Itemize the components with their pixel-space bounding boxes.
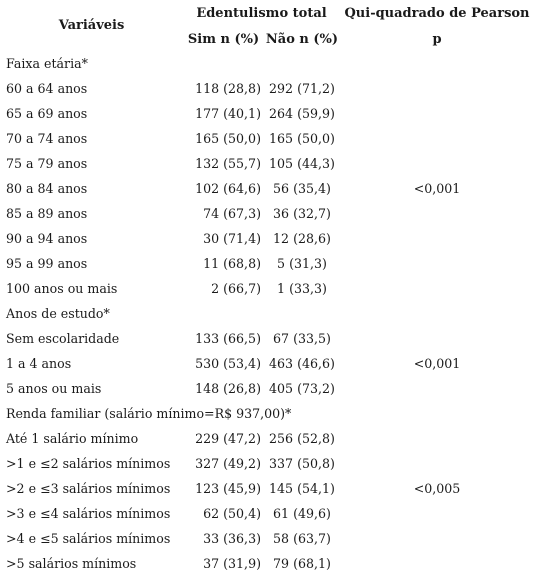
table-row [0,151,534,176]
sim-value: 133 (66,5) [195,331,261,346]
nao-value: 337 (50,8) [269,456,335,471]
table-row [0,351,534,376]
p-cell [340,526,534,551]
group-label: Anos de estudo* [6,306,110,321]
p-header: p [432,32,442,47]
table-row [0,101,534,126]
nao-value: 145 (54,1) [269,481,335,496]
sim-value: 102 (64,6) [195,181,261,196]
group-row [0,401,534,426]
nao-value: 67 (33,5) [273,331,331,346]
row-label: >5 salários mínimos [6,556,137,571]
row-label: >3 e ≤4 salários mínimos [6,506,171,521]
nao-value: 256 (52,8) [269,431,335,446]
p-value: <0,001 [413,181,461,196]
nao-value: 463 (46,6) [269,356,335,371]
nao-value: 36 (32,7) [273,206,331,221]
table-row [0,251,534,276]
p-cell [340,151,534,176]
row-label: >4 e ≤5 salários mínimos [6,531,171,546]
table-row [0,276,534,301]
table-row [0,501,534,526]
sim-value: 11 (68,8) [203,256,261,271]
sim-value: 123 (45,9) [195,481,261,496]
row-label: >2 e ≤3 salários mínimos [6,481,171,496]
variables-header: Variáveis [58,18,125,33]
p-cell [340,426,534,451]
p-cell [340,201,534,226]
nao-value: 61 (49,6) [273,506,331,521]
sim-value: 62 (50,4) [203,506,261,521]
p-cell [340,251,534,276]
sim-value: 37 (31,9) [203,556,261,571]
row-label: 1 a 4 anos [6,356,72,371]
sim-value: 74 (67,3) [203,206,261,221]
row-label: 100 anos ou mais [6,281,118,296]
row-label: 70 a 74 anos [6,131,88,146]
sim-value: 132 (55,7) [195,156,261,171]
sim-value: 327 (49,2) [195,456,261,471]
table-row [0,326,534,351]
row-label: 90 a 94 anos [6,231,88,246]
nao-value: 56 (35,4) [273,181,331,196]
p-cell [340,451,534,476]
p-cell [340,126,534,151]
sim-value: 30 (71,4) [203,231,261,246]
p-value: <0,001 [413,356,461,371]
sim-value: 530 (53,4) [195,356,261,371]
sim-value: 148 (26,8) [195,381,261,396]
nao-value: 58 (63,7) [273,531,331,546]
table-row [0,426,534,451]
group-row [0,301,534,326]
p-cell [340,226,534,251]
table-row [0,376,534,401]
table-header [0,0,534,51]
p-cell [340,276,534,301]
nao-value: 79 (68,1) [273,556,331,571]
table-row [0,126,534,151]
p-cell [340,101,534,126]
p-cell [340,501,534,526]
sim-value: 33 (36,3) [203,531,261,546]
p-cell [340,551,534,576]
nao-value: 105 (44,3) [269,156,335,171]
table-body [0,51,534,576]
p-cell [340,326,534,351]
row-label: 60 a 64 anos [6,81,88,96]
row-label: 80 a 84 anos [6,181,88,196]
nao-value: 264 (59,9) [269,106,335,121]
sim-value: 165 (50,0) [195,131,261,146]
sim-value: 2 (66,7) [211,281,261,296]
nao-value: 165 (50,0) [269,131,335,146]
group-label: Renda familiar (salário mínimo=R$ 937,00)* [6,406,292,421]
table-row [0,176,534,201]
group-row [0,51,534,76]
table-row [0,451,534,476]
nao-value: 405 (73,2) [269,381,335,396]
row-label: 75 a 79 anos [6,156,88,171]
row-label: 85 a 89 anos [6,206,88,221]
row-label: Sem escolaridade [6,331,120,346]
nao-value: 1 (33,3) [277,281,327,296]
table-row [0,76,534,101]
nao-value: 292 (71,2) [269,81,335,96]
table-row [0,201,534,226]
table-row [0,226,534,251]
nao-header: Não n (%) [265,32,339,47]
group-label: Faixa etária* [6,56,88,71]
edentulism-header: Edentulismo total [196,6,327,21]
row-label: 5 anos ou mais [6,381,102,396]
table-row [0,551,534,576]
sim-value: 229 (47,2) [195,431,261,446]
sim-value: 118 (28,8) [195,81,261,96]
sim-value: 177 (40,1) [195,106,261,121]
table-row [0,476,534,501]
p-cell [340,376,534,401]
row-label: 95 a 99 anos [6,256,88,271]
table-row [0,526,534,551]
chi-square-header: Qui-quadrado de Pearson [344,6,530,21]
row-label: Até 1 salário mínimo [6,431,139,446]
nao-value: 5 (31,3) [277,256,327,271]
row-label: >1 e ≤2 salários mínimos [6,456,171,471]
sim-header: Sim n (%) [187,32,260,47]
p-value: <0,005 [413,481,461,496]
nao-value: 12 (28,6) [273,231,331,246]
row-label: 65 a 69 anos [6,106,88,121]
p-cell [340,76,534,101]
